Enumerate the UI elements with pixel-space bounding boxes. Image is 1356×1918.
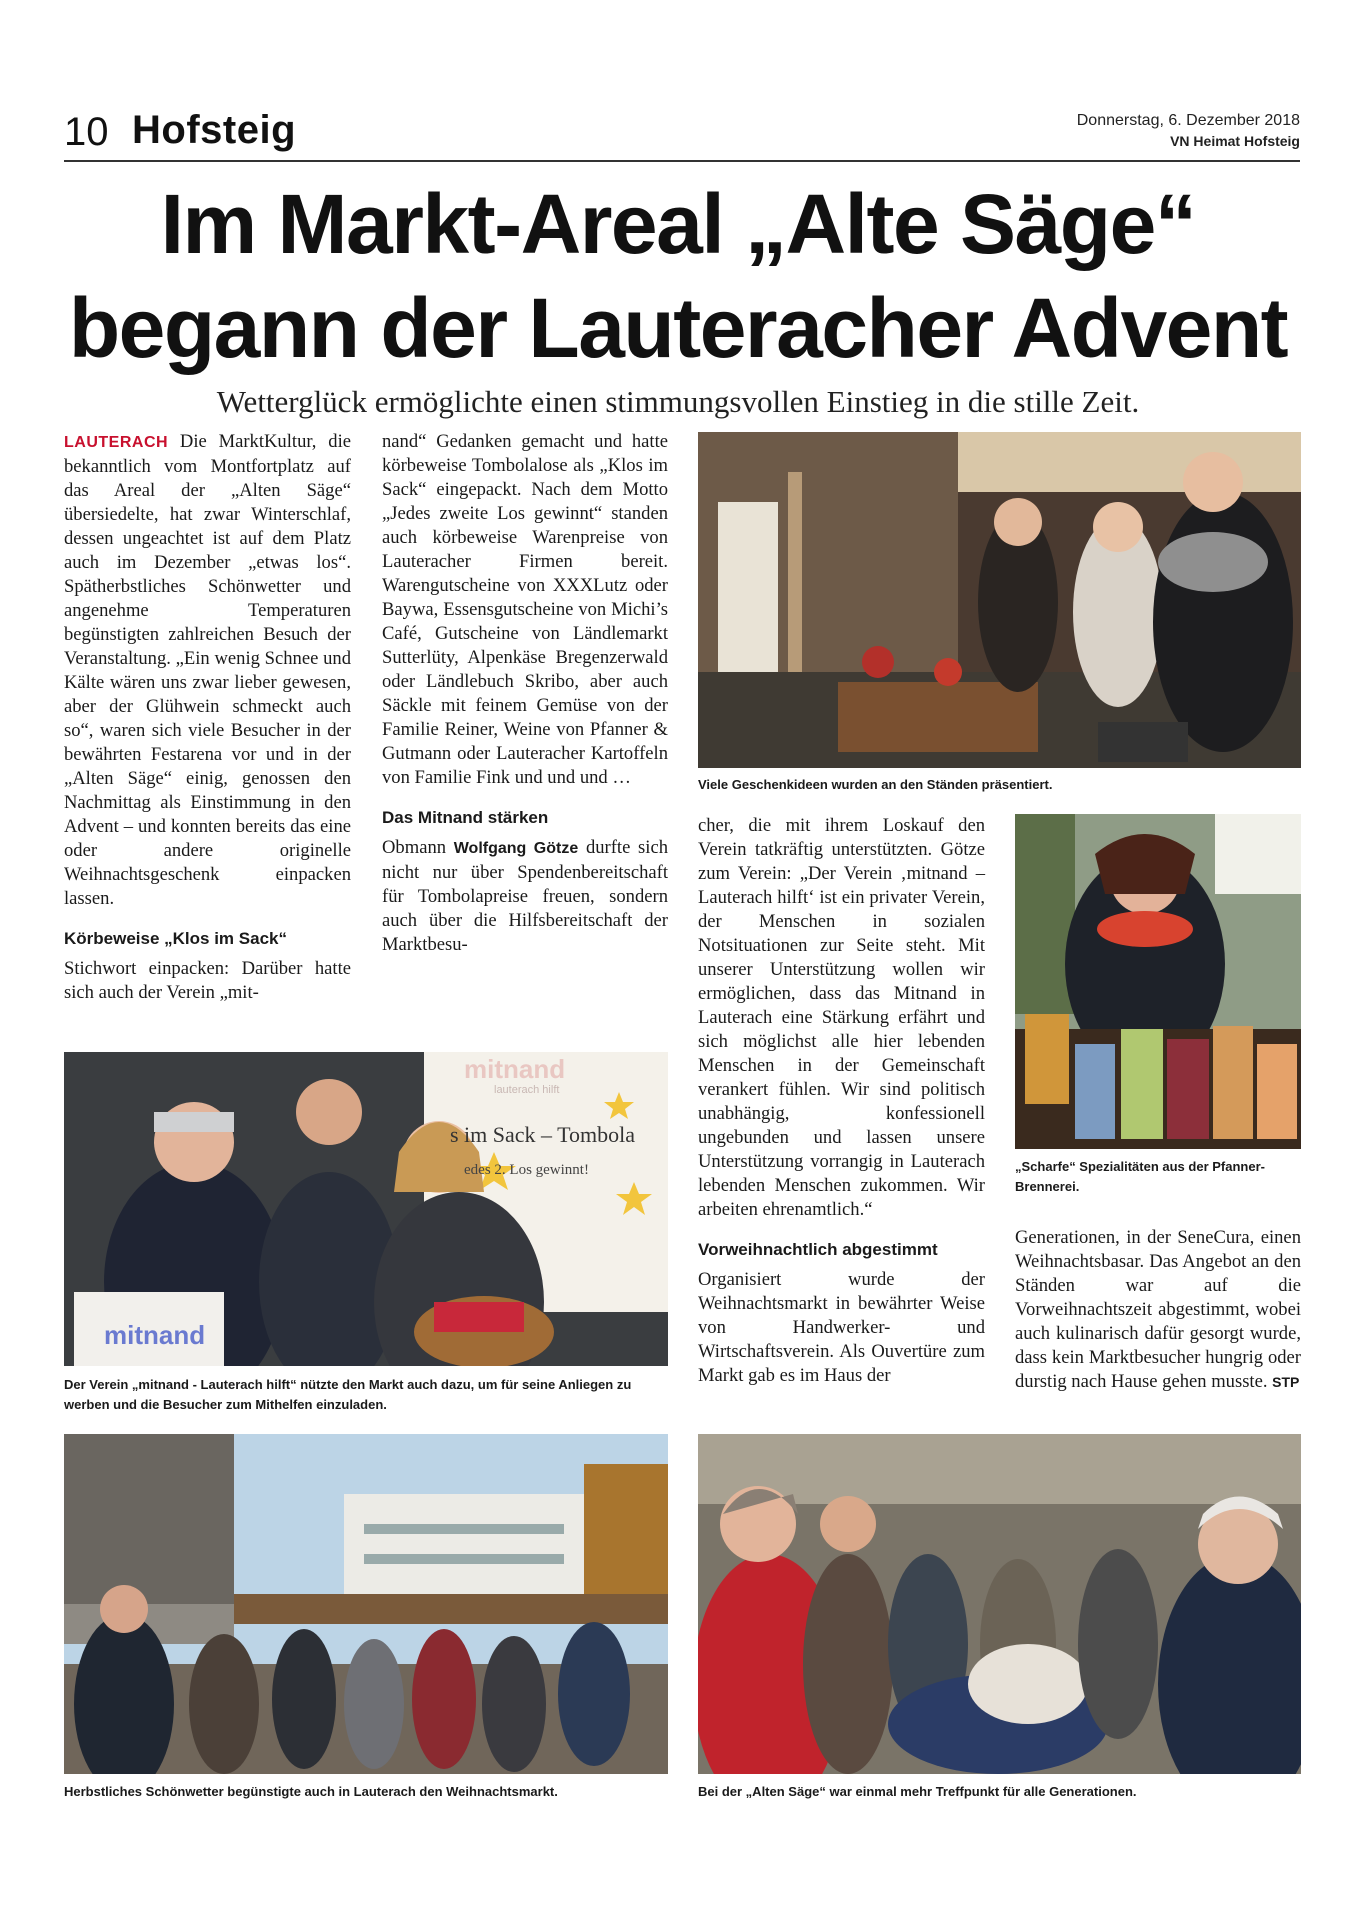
photo-market-stand [698,432,1301,768]
poster-line-1: s im Sack – Tombola [450,1122,636,1147]
poster-brand: mitnand [464,1054,566,1084]
col2-paragraph-1: nand“ Gedanken gemacht und hatte körbeweise Tombolalose als „Klos im Sack“ eingepackt. Nach dem Motto „Jedes zweite Los gewinnt“ standen auch körbeweise Warenpreise von Lauteracher Firmen bereit. Warengutscheine von XXXLutz oder Baywa, Essensgutscheine von Michi’s Café, Gutscheine von Ländlemarkt Sutterlüty, Alpenkäse Bregenzerwald oder Ländlebuch Skribo, aber auch Säckle mit feinem Gemüse von der Familie Reiner, Weine von Pfanner & Gutmann oder Lauteracher Kartoffeln von Familie Fink und und und … [382,431,668,788]
subheadline: Wetterglück ermöglichte einen stimmungsvollen Einstieg in die stille Zeit. [216,384,1140,419]
photo-generations [698,1434,1301,1774]
caption-generations: Bei der „Alten Säge“ war einmal mehr Treffpunkt für alle Generationen. [698,1784,1137,1799]
headline [40,172,1316,380]
edition-name: VN Heimat Hofsteig [1170,133,1300,149]
article-column-2 [382,430,668,957]
subhead-vorweihnachtlich: Vorweihnachtlich abgestimmt [698,1240,938,1259]
headline-line-2: begann der Lauteracher Advent [68,281,1288,375]
subhead-mitnand-staerken: Das Mitnand stärken [382,808,549,827]
dateline: LAUTERACH [64,434,169,451]
poster-line-2: edes 2. Los gewinnt! [464,1162,589,1178]
brennerei-image [1015,814,1301,1149]
header-rule [64,160,1300,162]
headline-line-1: Im Markt-Areal „Alte Säge“ [160,177,1196,271]
generations-image [698,1434,1301,1774]
col3-paragraph-2: Organisiert wurde der Weihnachtsmarkt in bewährter Weise von Handwerker- und Wirtschaftsverein. Als Ouvertüre zum Markt gab es im Haus der [698,1269,985,1386]
article-column-4 [1015,1226,1301,1394]
col1-paragraph-1: Die MarktKultur, die bekanntlich vom Montfortplatz auf das Areal der „Alten Säge“ übersiedelte, hat zwar Winterschlaf, dessen ungeachtet ist auf dem Platz auch im Dezember „etwas los“. Spätherbstliches Schönwetter und angenehme Temperaturen begünstigten zahlreichen Besuch der Veranstaltung. „Ein wenig Schnee und Kälte wären uns zwar lieber gewesen, aber der Glühwein schmeckt auch so“, waren sich viele Besucher in der bewährten Festarena vor und in der „Alten Säge“ einig, genossen den Nachmittag als Einstimmung in den Advent – und konnten bereits das eine oder andere originelle Weihnachtsgeschenk einpacken lassen. [64,431,352,909]
subhead-kloss-im-sack: Körbeweise „Klos im Sack“ [64,929,287,948]
col3-paragraph-1: cher, die mit ihrem Loskauf den Verein tatkräftig unterstützten. Götze zum Verein: „Der Verein ‚mitnand – Lauterach hilft‘ ist ein privater Verein, der Menschen in sozialen Notsituationen zur Seite steht. Mit unserer Unterstützung wollen wir ermöglichen, dass das Mitnand in Lauterach eine Stärkung erfährt und sich möglichst alle hier lebenden Menschen in der Gemeinschaft verankert fühlen. Wir sind politisch unabhängig, konfessionell ungebunden und lassen unsere Unterstützung vorrangig in Lauterach lebenden Menschen zukommen. Wir arbeiten ehrenamtlich.“ [698,815,985,1220]
col2-paragraph-2-post: durfte sich nicht nur über Spendenbereitschaft für Tombolapreise freuen, sondern auch über die Hilfsbereitschaft der Marktbesu- [382,837,668,955]
poster-subtitle: lauterach hilft [494,1084,560,1096]
col2-paragraph-2-pre: Obmann [382,837,454,858]
article-column-1 [64,430,351,1005]
col4-paragraph-1: Generationen, in der SeneCura, einen Weihnachtsbasar. Das Angebot an den Ständen war auf die Vorweihnachtszeit abgestimmt, wobei auch kulinarisch dafür gesorgt wurde, dass kein Marktbesucher hungrig oder durstig nach Hause gehen musste. [1015,1227,1301,1392]
market-stand-image [698,432,1301,768]
article-column-3 [698,814,985,1388]
author-signature: STP [1272,1374,1300,1390]
photo-crowd [64,1434,668,1774]
crowd-image [64,1434,668,1774]
issue-date: Donnerstag, 6. Dezember 2018 [1076,112,1300,129]
caption-crowd: Herbstliches Schönwetter begünstigte auch in Lauterach den Weihnachtsmarkt. [64,1784,558,1799]
box-brand: mitnand [104,1320,206,1350]
caption-mitnand: Der Verein „mitnand - Lauterach hilft“ nützte den Markt auch dazu, um für seine Anliegen zu werben und die Besucher zum Mithelfen einzuladen. [64,1377,632,1412]
person-name: Wolfgang Götze [453,840,579,857]
section-title: Hofsteig [132,108,296,152]
photo-brennerei [1015,814,1301,1149]
col1-paragraph-2: Stichwort einpacken: Darüber hatte sich auch der Verein „mit- [64,958,351,1003]
caption-market-stand: Viele Geschenkideen wurden an den Ständen präsentiert. [698,777,1053,792]
photo-mitnand [64,1052,668,1366]
caption-brennerei: „Scharfe“ Spezialitäten aus der Pfanner-Brennerei. [1015,1159,1265,1194]
page-number: 10 [64,110,109,154]
mitnand-image [64,1052,668,1366]
